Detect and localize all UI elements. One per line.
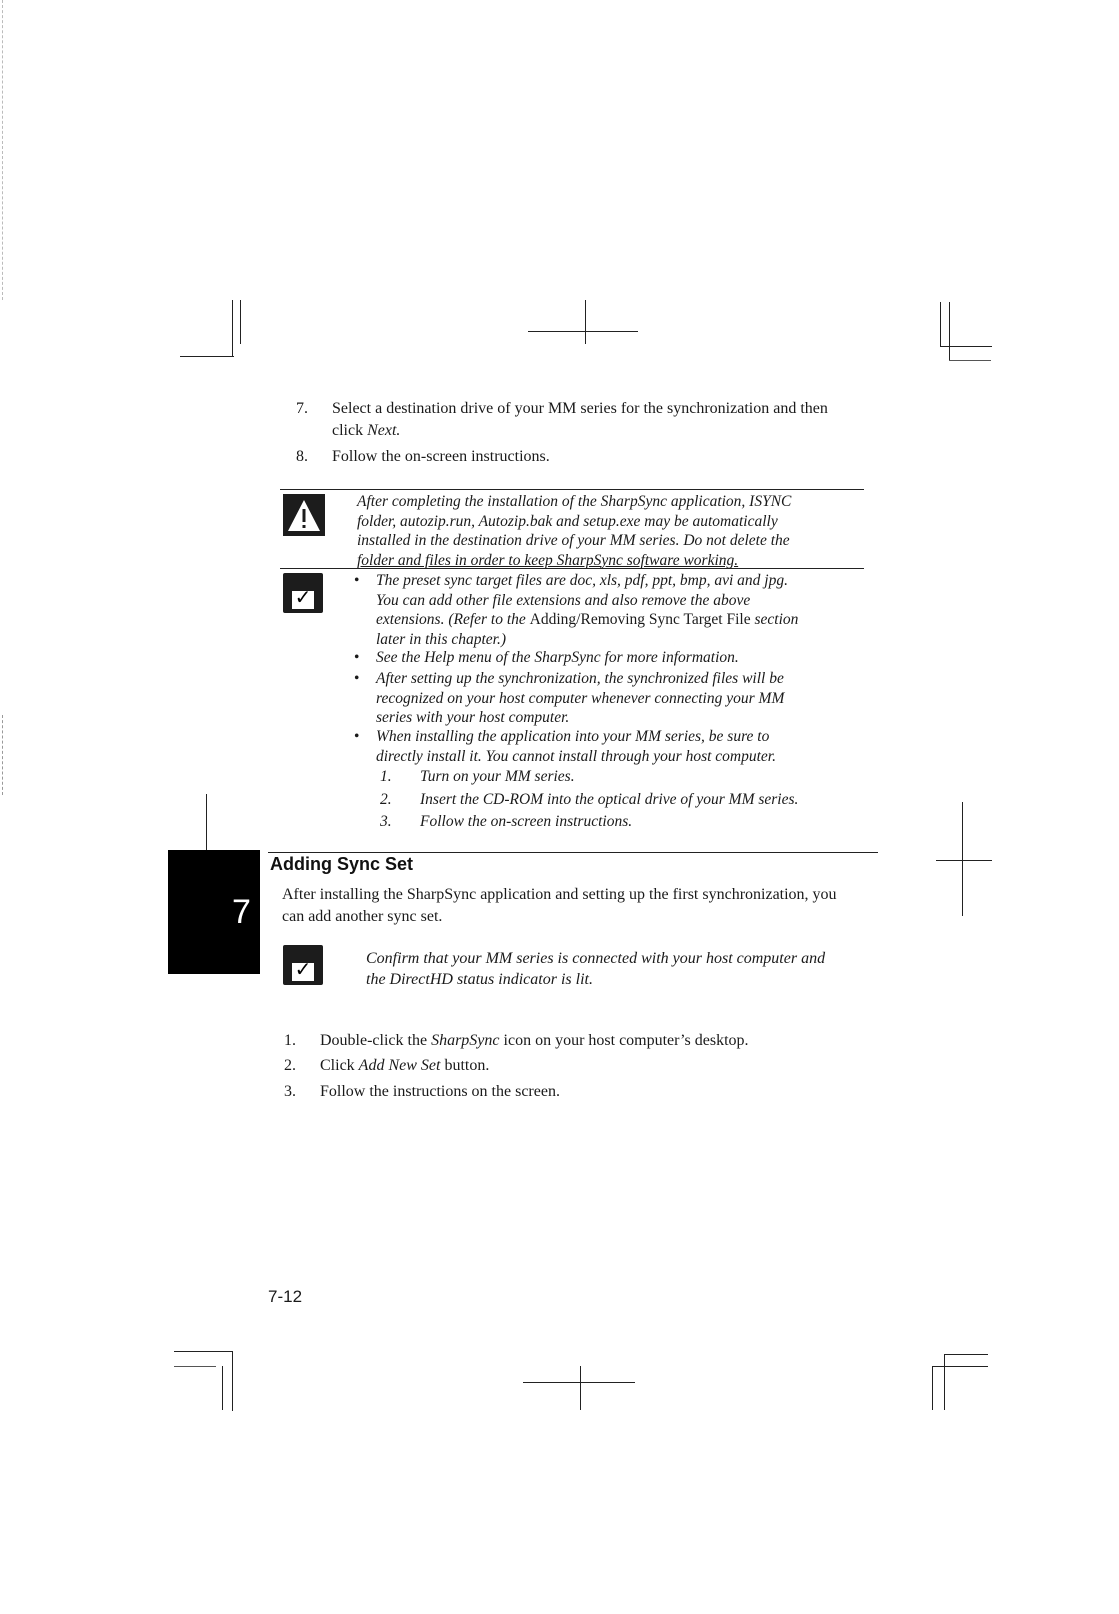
step-number: 8. [296, 448, 308, 465]
substep-number: 1. [380, 768, 392, 785]
scan-dotted-edge-lower [2, 715, 3, 795]
section-intro [282, 884, 882, 928]
confirm-note [366, 948, 866, 990]
confirm-line: Confirm that your MM series is connected with your host computer and [366, 950, 826, 967]
note-bullet-1: • The preset sync target files are doc, xls, pdf, ppt, bmp, avi and jpg. You can add other file extensions and also remove the above extensions. (Refer to the Adding/Removing Sync Target File section later in this chapter.) [376, 571, 866, 649]
warning-line: folder, autozip.run, Autozip.bak and setup.exe may be automatically [357, 512, 778, 530]
note-bullet-2: • See the Help menu of the SharpSync for more information. [376, 648, 866, 668]
bullet-line: later in this chapter.) [376, 630, 507, 648]
bullet-line: series with your host computer. [376, 709, 570, 726]
checkmark-icon: ✓ [283, 573, 323, 613]
chapter-tab [168, 850, 260, 974]
step-text: Follow the on-screen instructions. [332, 448, 550, 465]
step-text-end: icon on your host computer’s desktop. [499, 1032, 749, 1049]
substep-number: 3. [380, 813, 392, 830]
step-text: Double-click the [320, 1032, 432, 1049]
intro-line: After installing the SharpSync application and setting up the first synchronization, you [282, 886, 837, 903]
step-text-end: button. [440, 1057, 490, 1074]
checkmark-icon: ✓ [283, 945, 323, 985]
substep-text: Turn on your MM series. [420, 768, 575, 785]
bullet-line: The preset sync target files are doc, xls, pdf, ppt, bmp, avi and jpg. [376, 572, 788, 589]
bullet-line: You can add other file extensions and also remove the above [376, 591, 751, 609]
step-text: Select a destination drive of your MM series for the synchronization and then [332, 400, 828, 417]
substep-number: 2. [380, 791, 392, 808]
bullet-line: See the Help menu of the SharpSync for more information. [376, 649, 739, 666]
step-text: Follow the instructions on the screen. [320, 1083, 560, 1100]
bullet-line: directly install it. You cannot install through your host computer. [376, 747, 776, 765]
warning-line: folder and files in order to keep SharpSync software working. [357, 551, 739, 569]
note-bullet-3: • After setting up the synchronization, the synchronized files will be recognized on your host computer whenever connecting your MM series with your host computer. [376, 669, 866, 728]
warning-triangle-icon [283, 494, 325, 536]
warning-rule-bottom [280, 568, 864, 569]
warning-line: installed in the destination drive of your MM series. Do not delete the [357, 532, 790, 549]
bullet-line: recognized on your host computer whenever connecting your MM [376, 689, 785, 707]
step-number: 2. [284, 1057, 296, 1074]
chapter-number: 7 [232, 893, 251, 931]
substep-text: Follow the on-screen instructions. [420, 813, 633, 830]
note-bullet-4: • When installing the application into your MM series, be sure to directly install it. You cannot install through your host computer. [376, 727, 866, 766]
next-label: Next. [367, 422, 401, 439]
bullet-line-end: section [750, 611, 799, 628]
sharpsync-label: SharpSync [431, 1032, 500, 1049]
bullet-line: After setting up the synchronization, the synchronized files will be [376, 670, 784, 687]
section-reference: Adding/Removing Sync Target File [529, 611, 751, 628]
intro-line: can add another sync set. [282, 908, 443, 925]
page-number: 7-12 [268, 1287, 303, 1306]
step-text: Click [320, 1057, 359, 1074]
warning-text [357, 492, 857, 570]
step-text-line2: click [332, 422, 368, 439]
bullet-line: extensions. (Refer to the [376, 611, 530, 628]
scan-dotted-edge [2, 0, 3, 300]
add-new-set-label: Add New Set [358, 1057, 441, 1074]
confirm-line: the DirectHD status indicator is lit. [366, 971, 593, 988]
step-number: 1. [284, 1032, 296, 1049]
bullet-line: When installing the application into your MM series, be sure to [376, 728, 770, 745]
step-number: 3. [284, 1083, 296, 1100]
step-number: 7. [296, 400, 308, 417]
section-heading: Adding Sync Set [270, 854, 414, 874]
warning-line: After completing the installation of the SharpSync application, ISYNC [357, 493, 792, 510]
warning-rule-top [280, 489, 864, 490]
substep-text: Insert the CD-ROM into the optical drive of your MM series. [420, 791, 799, 808]
